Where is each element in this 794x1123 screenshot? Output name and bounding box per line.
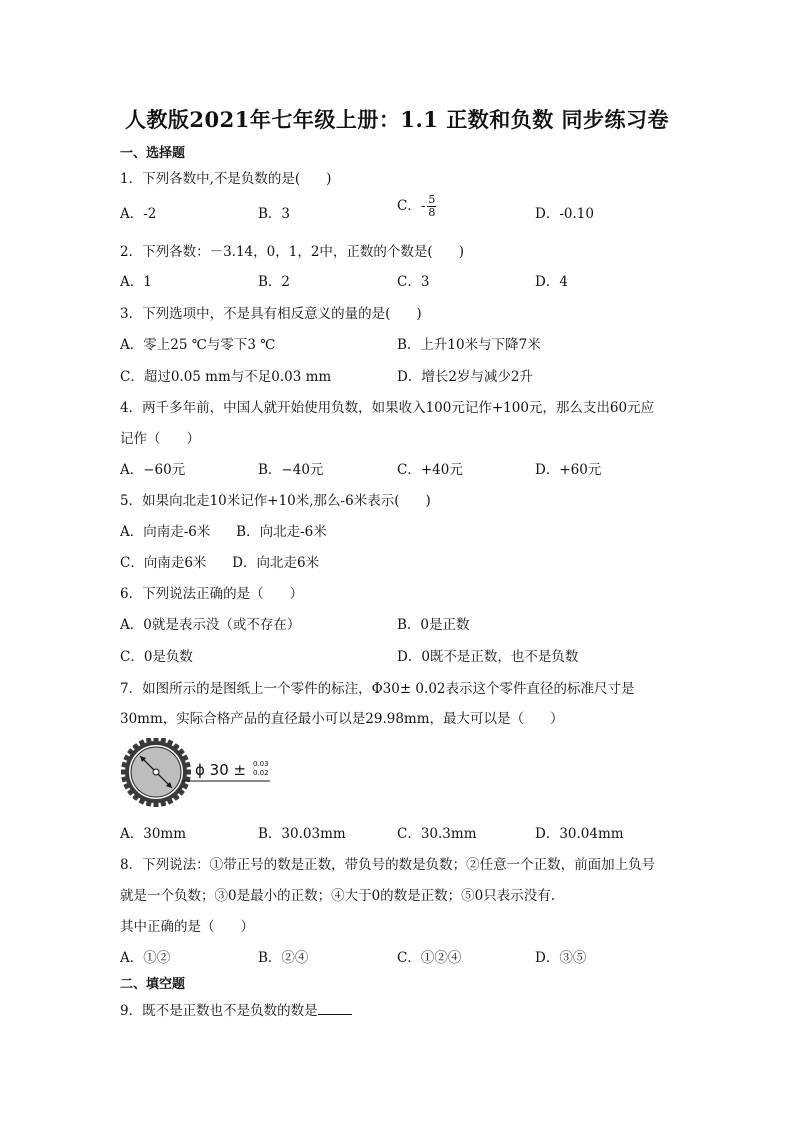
q1-option-c-prefix: C．- — [397, 198, 426, 214]
question-4-close: ） — [186, 431, 200, 447]
question-7-line-1: 7．如图所示的是图纸上一个零件的标注，Φ30± 0.02表示这个零件直径的标准尺寸是 — [120, 681, 635, 697]
question-9-stem: 9．既不是正数也不是负数的数是 — [120, 1003, 318, 1019]
question-8-stem: 其中正确的是（ — [120, 919, 215, 935]
question-7-stem: 30mm，实际合格产品的直径最小可以是29.98mm，最大可以是（ — [120, 711, 525, 727]
q6-option-a: A．0就是表示没（或不存在） — [120, 617, 301, 633]
q7-option-d: D．30.04mm — [535, 826, 624, 842]
part-diagram — [120, 738, 280, 808]
question-8-line-1: 8．下列说法：①带正号的数是正数，带负号的数是负数；②任意一个正数，前面加上负号 — [120, 857, 656, 873]
fraction-numerator: 5 — [428, 193, 436, 206]
q4-option-a: A．−60元 — [120, 462, 186, 478]
q4-option-b: B．−40元 — [258, 462, 324, 478]
question-1-stem: 1．下列各数中,不是负数的是( — [120, 171, 301, 187]
question-7-line-2 — [120, 707, 564, 727]
q3-option-c: C．超过0.05 mm与不足0.03 mm — [120, 369, 332, 385]
question-6-stem: 6．下列说法正确的是（ — [120, 586, 264, 602]
q8-option-c: C．①②④ — [397, 950, 462, 966]
gear-tooth — [154, 738, 159, 743]
q1-option-d: D．-0.10 — [535, 206, 594, 222]
gear-icon — [121, 738, 191, 807]
tolerance-label: ϕ 30 ± — [195, 761, 247, 779]
question-8-close: ） — [240, 919, 254, 935]
q4-option-d: D．+60元 — [535, 462, 602, 478]
tolerance-upper: 0.03 — [253, 760, 269, 768]
q2-option-d: D．4 — [535, 274, 568, 290]
q6-option-b: B．0是正数 — [397, 617, 470, 633]
q3-option-d: D．增长2岁与减少2升 — [397, 369, 534, 385]
q7-option-c: C．30.3mm — [397, 826, 477, 842]
q6-option-d: D．0既不是正数，也不是负数 — [397, 649, 579, 665]
question-5-close: ) — [425, 493, 431, 509]
q7-option-b: B．30.03mm — [258, 826, 346, 842]
question-4-line-1: 4．两千多年前，中国人就开始使用负数，如果收入100元记作+100元，那么支出60元应 — [120, 400, 655, 416]
question-2-close: ) — [458, 244, 464, 260]
q2-option-c: C．3 — [397, 274, 430, 290]
question-8-line-2: 就是一个负数；③0是最小的正数；④大于0的数是正数；⑤0只表示没有. — [120, 888, 556, 904]
question-5-stem: 5．如果向北走10米记作+10米,那么-6米表示( — [120, 493, 400, 509]
q3-option-a: A．零上25 ℃与零下3 ℃ — [120, 337, 276, 353]
q5-options-cd: C．向南走6米 D．向北走6米 — [120, 555, 320, 571]
question-6 — [120, 582, 303, 602]
q8-option-d: D．③⑤ — [535, 950, 587, 966]
page-title: 人教版2021年七年级上册：1.1 正数和负数 同步练习卷 — [124, 107, 670, 132]
question-9 — [120, 999, 352, 1019]
question-6-close: ） — [289, 586, 304, 602]
gear-tooth — [121, 770, 127, 775]
section-heading-choice: 一、选择题 — [120, 146, 186, 161]
question-1-close: ) — [326, 171, 332, 187]
question-2-stem: 2．下列各数：－3.14，0，1，2中，正数的个数是( — [120, 244, 433, 260]
question-1 — [120, 167, 331, 187]
q1-option-b: B．3 — [258, 206, 291, 222]
question-3-close: ) — [416, 306, 422, 322]
question-8-line-3 — [120, 915, 254, 935]
question-4-stem: 记作（ — [120, 431, 161, 447]
section-heading-fill: 二、填空题 — [120, 977, 186, 992]
question-2 — [120, 240, 464, 260]
q1-option-c — [397, 194, 436, 219]
q2-option-b: B．2 — [258, 274, 291, 290]
gear-tooth — [154, 801, 159, 807]
answer-blank[interactable] — [318, 1002, 352, 1015]
question-3-stem: 3．下列选项中，不是具有相反意义的量的是( — [120, 306, 391, 322]
q2-option-a: A．1 — [120, 274, 152, 290]
q4-option-c: C．+40元 — [397, 462, 463, 478]
fraction-denominator: 8 — [428, 206, 436, 219]
q1-option-a: A．-2 — [120, 206, 157, 222]
q8-option-b: B．②④ — [258, 950, 309, 966]
question-4-line-2 — [120, 427, 200, 447]
q5-options-ab: A．向南走-6米 B．向北走-6米 — [120, 524, 327, 540]
q6-option-c: C．0是负数 — [120, 649, 193, 665]
fraction — [427, 194, 436, 219]
question-3 — [120, 302, 422, 322]
gear-tooth — [185, 770, 191, 775]
tolerance-lower: 0.02 — [253, 769, 269, 777]
question-7-close: ） — [550, 711, 564, 727]
q7-option-a: A．30mm — [120, 826, 187, 842]
q3-option-b: B．上升10米与下降7米 — [397, 337, 541, 353]
gear-diagram-svg — [120, 738, 280, 808]
question-5 — [120, 489, 431, 509]
q8-option-a: A．①② — [120, 950, 171, 966]
